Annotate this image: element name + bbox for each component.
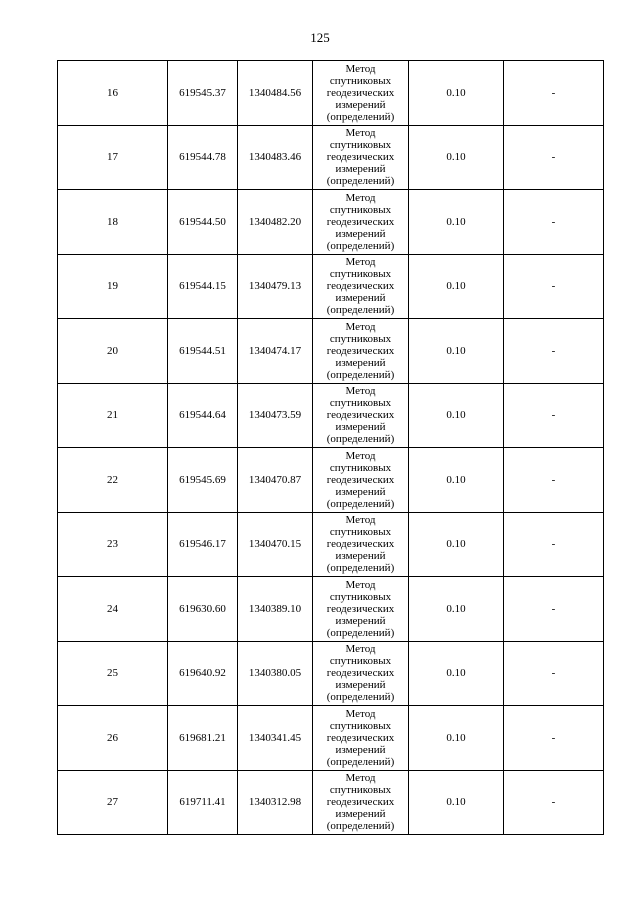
method-line: измерений — [335, 614, 386, 627]
method-line: спутниковых — [329, 139, 392, 152]
method-line: измерений — [335, 356, 386, 369]
method-line: геодезических — [326, 602, 395, 615]
method-cell — [313, 770, 409, 835]
table-row — [58, 254, 604, 319]
method-cell — [313, 577, 409, 642]
note: - — [504, 383, 604, 448]
accuracy: 0.10 — [409, 577, 504, 642]
note: - — [504, 125, 604, 190]
method-line: спутниковых — [329, 268, 392, 281]
method-line: геодезических — [326, 731, 395, 744]
note: - — [504, 61, 604, 126]
table-row — [58, 770, 604, 835]
method-line: измерений — [335, 292, 386, 305]
method-line: Метод — [345, 62, 376, 75]
point-number: 18 — [58, 190, 168, 255]
method-line: геодезических — [326, 151, 395, 164]
method-cell — [313, 383, 409, 448]
method-line: Метод — [345, 707, 376, 720]
method-line: (определений) — [326, 175, 395, 188]
coord-y: 1340482.20 — [238, 190, 313, 255]
note: - — [504, 641, 604, 706]
point-number: 22 — [58, 448, 168, 513]
method-line: Метод — [345, 320, 376, 333]
point-number: 17 — [58, 125, 168, 190]
method-line: измерений — [335, 485, 386, 498]
table-row — [58, 448, 604, 513]
point-number: 26 — [58, 706, 168, 771]
accuracy: 0.10 — [409, 512, 504, 577]
method-line: (определений) — [326, 110, 395, 123]
method-line: Метод — [345, 578, 376, 591]
method-cell — [313, 448, 409, 513]
method-line: измерений — [335, 808, 386, 821]
coord-x: 619711.41 — [168, 770, 238, 835]
table-row — [58, 61, 604, 126]
method-line: спутниковых — [329, 719, 392, 732]
method-line: (определений) — [326, 497, 395, 510]
table-row — [58, 577, 604, 642]
method-line: геодезических — [326, 344, 395, 357]
note: - — [504, 448, 604, 513]
coord-x: 619544.51 — [168, 319, 238, 384]
accuracy: 0.10 — [409, 770, 504, 835]
method-line: спутниковых — [329, 74, 392, 87]
coord-y: 1340473.59 — [238, 383, 313, 448]
point-number: 24 — [58, 577, 168, 642]
coord-y: 1340470.87 — [238, 448, 313, 513]
coord-x: 619545.69 — [168, 448, 238, 513]
table-row — [58, 319, 604, 384]
accuracy: 0.10 — [409, 125, 504, 190]
method-line: спутниковых — [329, 655, 392, 668]
method-line: (определений) — [326, 368, 395, 381]
accuracy: 0.10 — [409, 254, 504, 319]
method-line: измерений — [335, 227, 386, 240]
method-line: спутниковых — [329, 397, 392, 410]
accuracy: 0.10 — [409, 706, 504, 771]
coordinates-table — [57, 60, 604, 835]
method-cell — [313, 512, 409, 577]
accuracy: 0.10 — [409, 448, 504, 513]
method-line: геодезических — [326, 667, 395, 680]
coord-y: 1340483.46 — [238, 125, 313, 190]
method-line: геодезических — [326, 538, 395, 551]
method-line: геодезических — [326, 473, 395, 486]
coord-y: 1340312.98 — [238, 770, 313, 835]
coord-x: 619544.64 — [168, 383, 238, 448]
method-line: (определений) — [326, 239, 395, 252]
coord-y: 1340484.56 — [238, 61, 313, 126]
method-line: измерений — [335, 679, 386, 692]
method-line: (определений) — [326, 562, 395, 575]
table-row — [58, 125, 604, 190]
method-line: спутниковых — [329, 461, 392, 474]
method-line: спутниковых — [329, 784, 392, 797]
coord-x: 619630.60 — [168, 577, 238, 642]
point-number: 25 — [58, 641, 168, 706]
method-line: измерений — [335, 98, 386, 111]
method-cell — [313, 319, 409, 384]
method-line: геодезических — [326, 280, 395, 293]
method-line: геодезических — [326, 409, 395, 422]
method-line: Метод — [345, 449, 376, 462]
note: - — [504, 190, 604, 255]
coord-y: 1340341.45 — [238, 706, 313, 771]
method-cell — [313, 61, 409, 126]
method-line: спутниковых — [329, 590, 392, 603]
method-line: (определений) — [326, 626, 395, 639]
note: - — [504, 512, 604, 577]
page-number: 125 — [310, 30, 330, 45]
coord-x: 619544.50 — [168, 190, 238, 255]
table-row — [58, 512, 604, 577]
accuracy: 0.10 — [409, 61, 504, 126]
accuracy: 0.10 — [409, 319, 504, 384]
method-line: Метод — [345, 127, 376, 140]
method-line: Метод — [345, 385, 376, 398]
table-row — [58, 383, 604, 448]
coord-y: 1340470.15 — [238, 512, 313, 577]
method-cell — [313, 125, 409, 190]
method-line: спутниковых — [329, 332, 392, 345]
point-number: 16 — [58, 61, 168, 126]
method-line: спутниковых — [329, 203, 392, 216]
method-line: (определений) — [326, 820, 395, 833]
method-line: Метод — [345, 514, 376, 527]
note: - — [504, 577, 604, 642]
method-line: измерений — [335, 421, 386, 434]
point-number: 21 — [58, 383, 168, 448]
coord-y: 1340479.13 — [238, 254, 313, 319]
coord-x: 619545.37 — [168, 61, 238, 126]
note: - — [504, 254, 604, 319]
coord-x: 619544.15 — [168, 254, 238, 319]
note: - — [504, 770, 604, 835]
coord-x: 619681.21 — [168, 706, 238, 771]
method-line: Метод — [345, 643, 376, 656]
method-line: (определений) — [326, 433, 395, 446]
coord-x: 619546.17 — [168, 512, 238, 577]
coord-x: 619544.78 — [168, 125, 238, 190]
method-line: геодезических — [326, 86, 395, 99]
note: - — [504, 319, 604, 384]
method-line: геодезических — [326, 215, 395, 228]
note: - — [504, 706, 604, 771]
method-line: измерений — [335, 163, 386, 176]
accuracy: 0.10 — [409, 190, 504, 255]
coordinates-table-body — [58, 61, 604, 835]
point-number: 19 — [58, 254, 168, 319]
method-line: Метод — [345, 256, 376, 269]
point-number: 27 — [58, 770, 168, 835]
method-line: (определений) — [326, 691, 395, 704]
table-row — [58, 641, 604, 706]
method-line: геодезических — [326, 796, 395, 809]
method-cell — [313, 254, 409, 319]
point-number: 23 — [58, 512, 168, 577]
method-cell — [313, 706, 409, 771]
table-row — [58, 190, 604, 255]
method-line: Метод — [345, 772, 376, 785]
method-line: Метод — [345, 191, 376, 204]
method-line: измерений — [335, 743, 386, 756]
method-line: спутниковых — [329, 526, 392, 539]
coord-y: 1340389.10 — [238, 577, 313, 642]
method-cell — [313, 190, 409, 255]
coord-x: 619640.92 — [168, 641, 238, 706]
method-line: (определений) — [326, 304, 395, 317]
method-line: измерений — [335, 550, 386, 563]
point-number: 20 — [58, 319, 168, 384]
accuracy: 0.10 — [409, 641, 504, 706]
coord-y: 1340474.17 — [238, 319, 313, 384]
table-row — [58, 706, 604, 771]
method-cell — [313, 641, 409, 706]
method-line: (определений) — [326, 755, 395, 768]
accuracy: 0.10 — [409, 383, 504, 448]
coord-y: 1340380.05 — [238, 641, 313, 706]
